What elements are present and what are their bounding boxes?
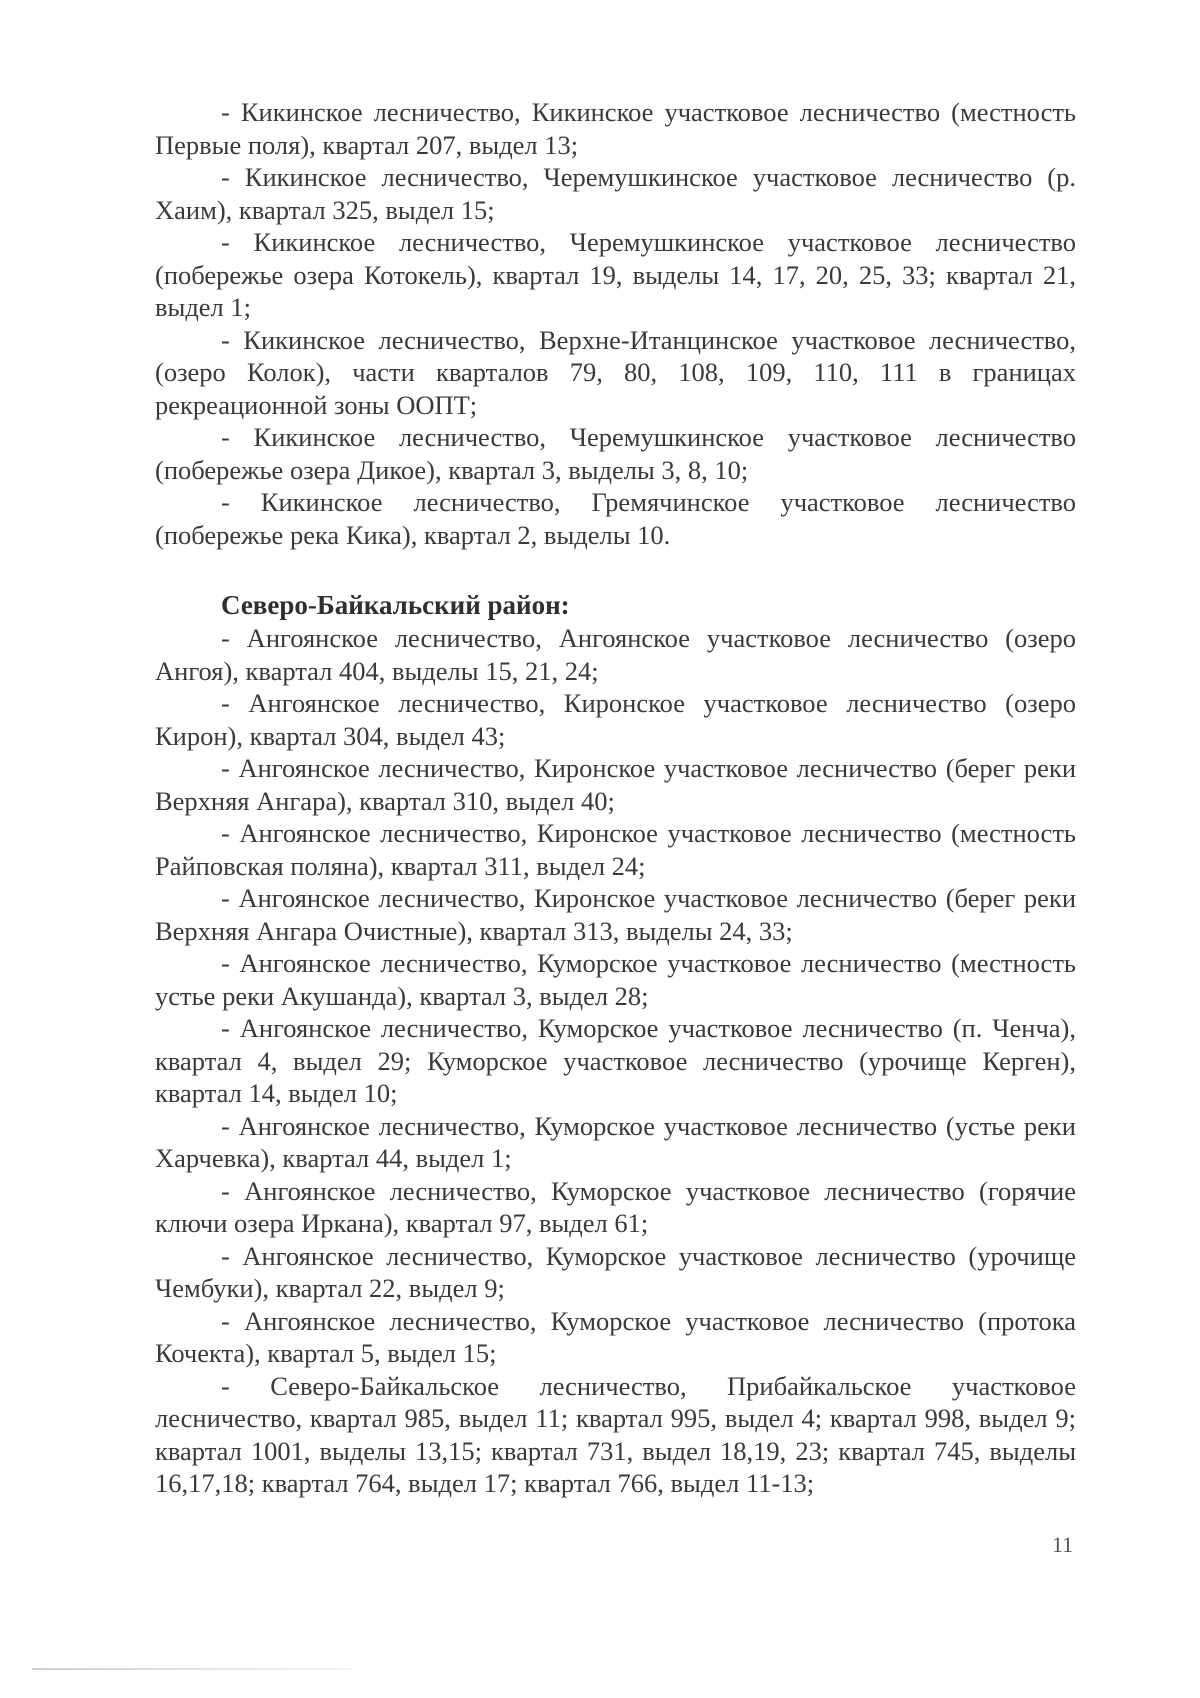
paragraph: - Ангоянское лесничество, Куморское участковое лесничество (протока Кочекта), квартал 5, выдел 15;	[155, 1305, 1076, 1368]
paragraph: - Кикинское лесничество, Гремячинское участковое лесничество (побережье река Кика), квартал 2, выделы 10.	[155, 487, 1076, 550]
page-number: 11	[1052, 1532, 1074, 1557]
section-heading: Северо-Байкальский район:	[221, 590, 570, 620]
paragraph: - Ангоянское лесничество, Киронское участковое лесничество (озеро Кирон), квартал 304, выдел 43;	[155, 688, 1076, 751]
paragraph: - Северо-Байкальское лесничество, Прибайкальское участковое лесничество, квартал 985, выдел 11; квартал 995, выдел 4; квартал 998, выдел 9; квартал 1001, выделы 13,15; квартал 731, выдел 18,19, 23; квартал 745, выделы 16,17,18; квартал 764, выдел 17; квартал 766, выдел 11-13;	[155, 1370, 1076, 1498]
paragraph: - Кикинское лесничество, Кикинское участковое лесничество (местность Первые поля), квартал 207, выдел 13;	[155, 97, 1076, 160]
paragraph: - Кикинское лесничество, Черемушкинское участковое лесничество (побережье озера Дикое), квартал 3, выделы 3, 8, 10;	[155, 422, 1076, 485]
paragraph: - Ангоянское лесничество, Киронское участковое лесничество (берег реки Верхняя Ангара Очистные), квартал 313, выделы 24, 33;	[155, 883, 1076, 946]
paragraph: - Ангоянское лесничество, Куморское участковое лесничество (горячие ключи озера Иркана), квартал 97, выдел 61;	[155, 1175, 1076, 1238]
section-kikinskoe	[155, 96, 1076, 551]
paragraph: - Кикинское лесничество, Черемушкинское участковое лесничество (побережье озера Котокель), квартал 19, выделы 14, 17, 20, 25, 33; квартал 21, выдел 1;	[155, 227, 1076, 322]
scan-artifact-line	[32, 1668, 352, 1670]
paragraph: - Ангоянское лесничество, Куморское участковое лесничество (местность устье реки Акушанда), квартал 3, выдел 28;	[155, 948, 1076, 1011]
section-severo-baikalsky	[155, 589, 1076, 1500]
paragraph: - Ангоянское лесничество, Куморское участковое лесничество (устье реки Харчевка), квартал 44, выдел 1;	[155, 1110, 1076, 1173]
paragraph: - Ангоянское лесничество, Куморское участковое лесничество (урочище Чембуки), квартал 22, выдел 9;	[155, 1240, 1076, 1303]
section-spacer	[155, 551, 1076, 589]
paragraph: - Ангоянское лесничество, Киронское участковое лесничество (берег реки Верхняя Ангара), квартал 310, выдел 40;	[155, 753, 1076, 816]
paragraph: - Кикинское лесничество, Верхне-Итанцинское участковое лесничество, (озеро Колок), части кварталов 79, 80, 108, 109, 110, 111 в границах рекреационной зоны ООПТ;	[155, 324, 1076, 420]
document-page	[155, 96, 1076, 1500]
paragraph: - Ангоянское лесничество, Куморское участковое лесничество (п. Ченча), квартал 4, выдел 29; Куморское участковое лесничество (урочище Керген), квартал 14, выдел 10;	[155, 1013, 1076, 1108]
paragraph: - Кикинское лесничество, Черемушкинское участковое лесничество (р. Хаим), квартал 325, выдел 15;	[155, 162, 1076, 225]
paragraph: - Ангоянское лесничество, Киронское участковое лесничество (местность Райповская поляна), квартал 311, выдел 24;	[155, 818, 1076, 881]
paragraph: - Ангоянское лесничество, Ангоянское участковое лесничество (озеро Ангоя), квартал 404, выделы 15, 21, 24;	[155, 623, 1076, 686]
